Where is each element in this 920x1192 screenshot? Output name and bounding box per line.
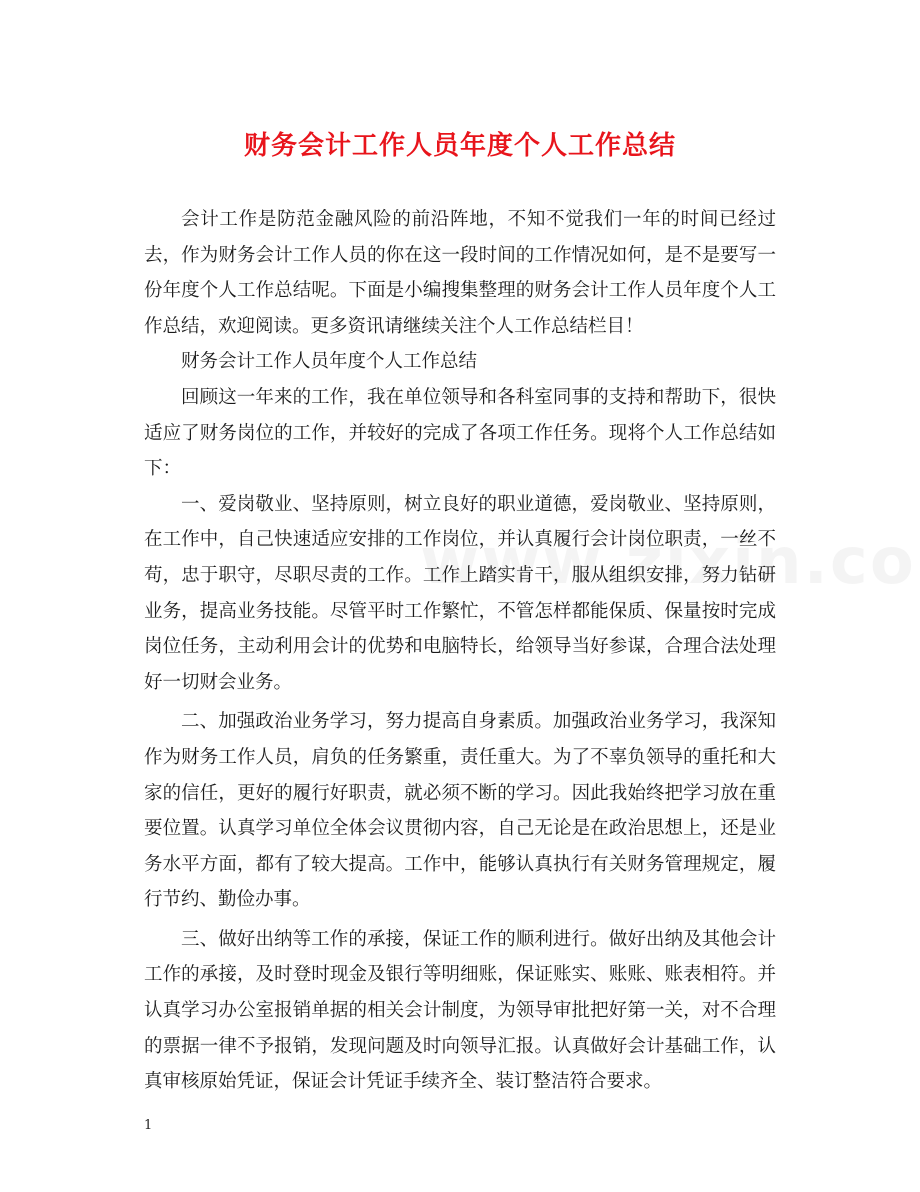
paragraph-section-2: 二、加强政治业务学习，努力提高自身素质。加强政治业务学习，我深知作为财务工作人员，肩负的任务繁重，责任重大。为了不辜负领导的重托和大家的信任，更好的履行好职责，就必须不断的学习。因此我始终把学习放在重要位置。认真学习单位全体会议贯彻内容，自己无论是在政治思想上，还是业务水平方面，都有了较大提高。工作中，能够认真执行有关财务管理规定，履行节约、勤俭办事。 (144, 711, 776, 911)
paragraph-review: 回顾这一年来的工作，我在单位领导和各科室同事的支持和帮助下，很快适应了财务岗位的工作，并较好的完成了各项工作任务。现将个人工作总结如下： (144, 386, 776, 480)
page-number: 1 (144, 1118, 153, 1133)
document-title: 财务会计工作人员年度个人工作总结 (243, 131, 676, 161)
paragraph-intro: 会计工作是防范金融风险的前沿阵地，不知不觉我们一年的时间已经过去，作为财务会计工作人员的你在这一段时间的工作情况如何，是不是要写一份年度个人工作总结呢。下面是小编搜集整理的财务会计工作人员年度个人工作总结，欢迎阅读。更多资讯请继续关注个人工作总结栏目！ (144, 209, 776, 337)
paragraph-section-3: 三、做好出纳等工作的承接，保证工作的顺利进行。做好出纳及其他会计工作的承接，及时登时现金及银行等明细账，保证账实、账账、账表相符。并认真学习办公室报销单据的相关会计制度，为领导审批把好第一关，对不合理的票据一律不予报销，发现问题及时向领导汇报。认真做好会计基础工作，认真审核原始凭证，保证会计凭证手续齐全、装订整洁符合要求。 (144, 928, 776, 1093)
paragraph-subtitle: 财务会计工作人员年度个人工作总结 (181, 351, 478, 373)
document-body (144, 202, 776, 1100)
paragraph-section-1: 一、爱岗敬业、坚持原则，树立良好的职业道德，爱岗敬业、坚持原则，在工作中，自己快速适应安排的工作岗位，并认真履行会计岗位职责，一丝不苟，忠于职守，尽职尽责的工作。工作上踏实肯干，服从组织安排，努力钻研业务，提高业务技能。尽管平时工作繁忙，不管怎样都能保质、保量按时完成岗位任务，主动利用会计的优势和电脑特长，给领导当好参谋，合理合法处理好一切财会业务。 (144, 493, 776, 693)
